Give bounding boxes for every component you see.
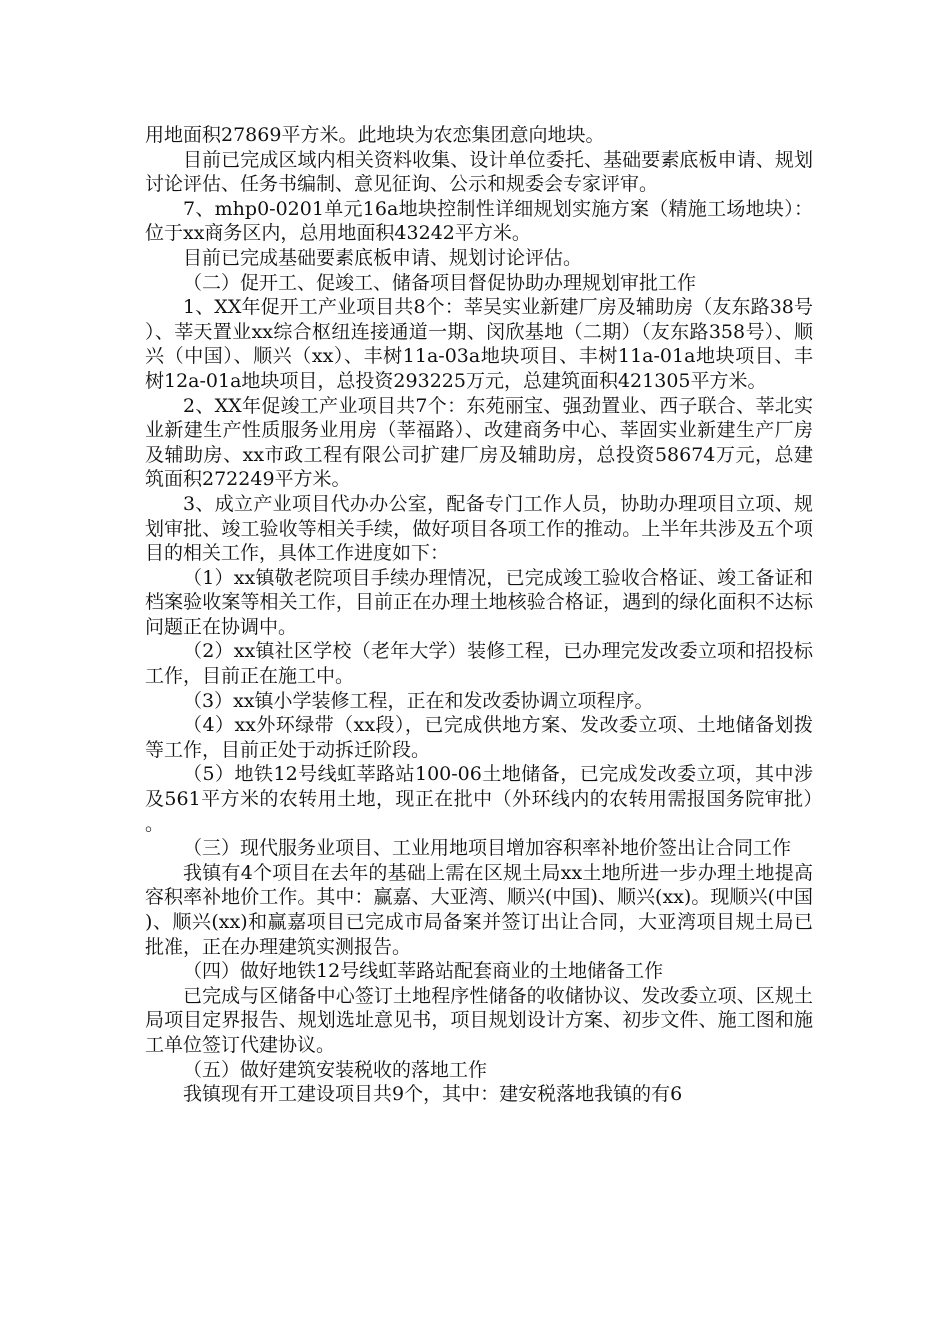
paragraph-8: 3、成立产业项目代办办公室，配备专门工作人员，协助办理项目立项、规划审批、竣工验收等相关手续，做好项目各项工作的推动。上半年共涉及五个项目的相关工作，具体工作进度如下： xyxy=(145,492,813,565)
paragraph-12: （4）xx外环绿带（xx段），已完成供地方案、发改委立项、土地储备划拨等工作，目前正处于动拆迁阶段。 xyxy=(145,714,813,761)
paragraph-9: （1）xx镇敬老院项目手续办理情况，已完成竣工验收合格证、竣工备证和档案验收案等相关工作，目前正在办理土地核验合格证，遇到的绿化面积不达标问题正在协调中。 xyxy=(145,566,813,638)
document-body xyxy=(145,123,813,1107)
paragraph-4: 目前已完成基础要素底板申请、规划讨论评估。 xyxy=(183,246,583,269)
paragraph-19: 我镇现有开工建设项目共9个，其中：建安税落地我镇的有6 xyxy=(183,1083,683,1106)
paragraph-2: 目前已完成区域内相关资料收集、设计单位委托、基础要素底板申请、规划讨论评估、任务书编制、意见征询、公示和规委会专家评审。 xyxy=(145,148,813,196)
paragraph-13: （5）地铁12号线虹莘路站100-06土地储备，已完成发改委立项，其中涉及561平方米的农转用土地，现正在批中（外环线内的农转用需报国务院审批）。 xyxy=(145,763,813,835)
paragraph-11: （3）xx镇小学装修工程，正在和发改委协调立项程序。 xyxy=(183,689,654,712)
paragraph-7: 2、XX年促竣工产业项目共7个：东苑丽宝、强劲置业、西子联合、莘北实业新建生产性质服务业用房（莘福路）、改建商务中心、莘固实业新建生产厂房及辅助房、xx市政工程有限公司扩建厂房及辅助房，总投资58674万元，总建筑面积272249平方米。 xyxy=(145,394,813,491)
section-heading-5: （五）做好建筑安装税收的落地工作 xyxy=(183,1058,488,1081)
paragraph-15: 我镇有4个项目在去年的基础上需在区规土局xx土地所进一步办理土地提高容积率补地价工作。其中：赢嘉、大亚湾、顺兴(中国)、顺兴(xx)。现顺兴(中国)、顺兴(xx)和赢嘉项目已完成市局备案并签订出让合同，大亚湾项目规土局已批准，正在办理建筑实测报告。 xyxy=(145,861,813,958)
paragraph-10: （2）xx镇社区学校（老年大学）装修工程，已办理完发改委立项和招投标工作，目前正在施工中。 xyxy=(145,640,813,688)
paragraph-3: 7、mhp0-0201单元16a地块控制性详细规划实施方案（精施工场地块）：位于xx商务区内，总用地面积43242平方米。 xyxy=(145,197,813,245)
section-heading-4: （四）做好地铁12号线虹莘路站配套商业的土地储备工作 xyxy=(183,960,664,983)
paragraph-1: 用地面积27869平方米。此地块为农恋集团意向地块。 xyxy=(145,124,605,146)
section-heading-2: （二）促开工、促竣工、储备项目督促协助办理规划审批工作 xyxy=(183,271,697,294)
section-heading-3: （三）现代服务业项目、工业用地项目增加容积率补地价签出让合同工作 xyxy=(183,837,792,860)
paragraph-17: 已完成与区储备中心签订土地程序性储备的收储协议、发改委立项、区规土局项目定界报告、规划选址意见书，项目规划设计方案、初步文件、施工图和施工单位签订代建协议。 xyxy=(145,984,813,1056)
paragraph-6: 1、XX年促开工产业项目共8个：莘吴实业新建厂房及辅助房（友东路38号）、莘天置业xx综合枢纽连接通道一期、闵欣基地（二期）（友东路358号）、顺兴（中国）、顺兴（xx）、丰树11a-03a地块项目、丰树11a-01a地块项目、丰树12a-01a地块项目，总投资293225万元，总建筑面积421305平方米。 xyxy=(145,296,813,392)
